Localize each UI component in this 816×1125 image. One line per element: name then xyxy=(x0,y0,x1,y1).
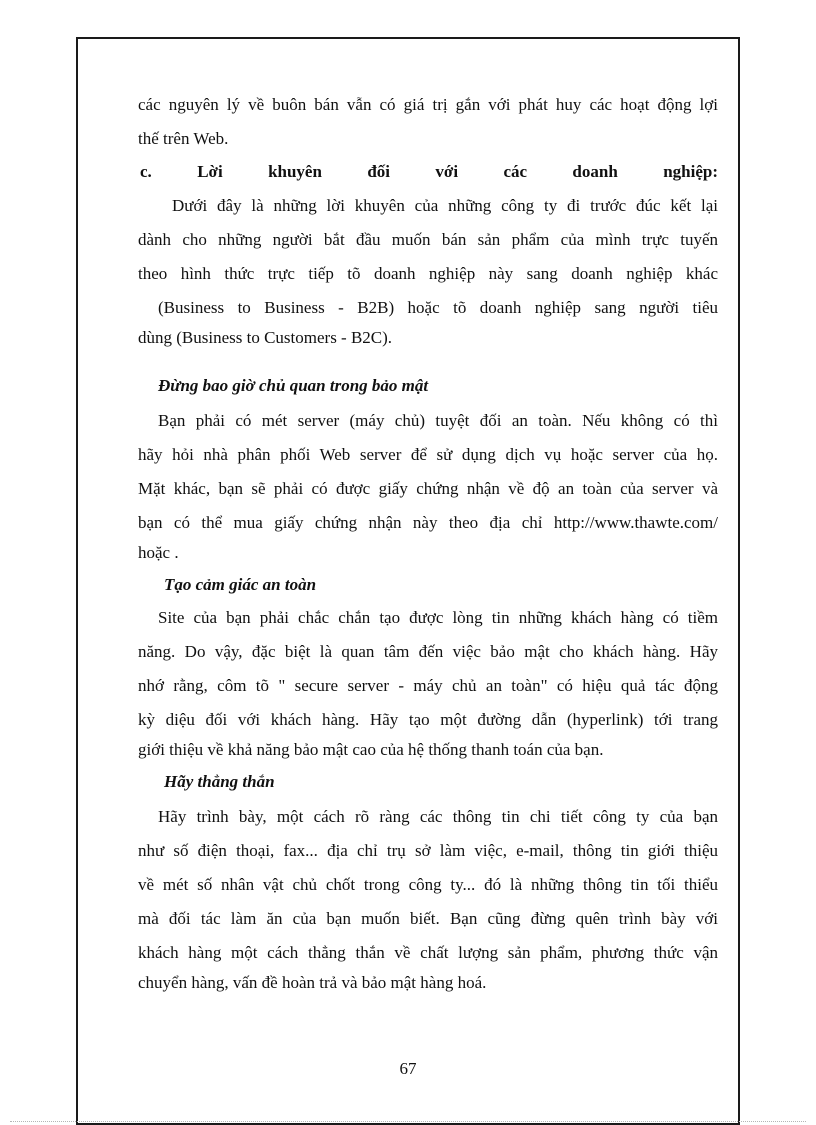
tip2-line-5: giới thiệu về khả năng bảo mật cao của hệ thống thanh toán của bạn. xyxy=(138,740,604,759)
section-c-word: doanh xyxy=(572,162,618,181)
section-c-heading xyxy=(140,161,718,183)
intro-line-1: các nguyên lý về buôn bán vẫn có giá trị gắn với phát huy các hoạt động lợi xyxy=(138,95,718,114)
tip1-line-3: Mặt khác, bạn sẽ phải có được giấy chứng nhận về độ an toàn của server và xyxy=(138,479,718,498)
tip3-line-2: như số điện thoại, fax... địa chỉ trụ sở làm việc, e-mail, thông tin giới thiệu xyxy=(138,841,718,860)
intro-line-2: thế trên Web. xyxy=(138,129,229,148)
tip1-line-5: hoặc . xyxy=(138,543,179,562)
section-c-word: với xyxy=(435,162,459,181)
tip2-line-4: kỳ diệu đối với khách hàng. Hãy tạo một đường dẫn (hyperlink) tới trang xyxy=(138,710,718,729)
tip1-line-1: Bạn phải có mét server (máy chủ) tuyệt đối an toàn. Nếu không có thì xyxy=(158,411,718,430)
section-c-marker: c. xyxy=(140,162,152,181)
tip3-heading: Hãy thẳng thắn xyxy=(164,772,275,791)
tip3-line-5: khách hàng một cách thẳng thắn về chất lượng sản phẩm, phương thức vận xyxy=(138,943,718,962)
section-c-line-4: (Business to Business - B2B) hoặc tõ doanh nghiệp sang người tiêu xyxy=(158,298,718,317)
dotted-divider xyxy=(10,1121,806,1122)
section-c-word: đối xyxy=(367,162,391,181)
tip2-line-3: nhớ rằng, côm tõ " secure server - máy chủ an toàn" có hiệu quả tác động xyxy=(138,676,718,695)
section-c-word: khuyên xyxy=(268,162,322,181)
tip3-line-4: mà đối tác làm ăn của bạn muốn biết. Bạn cũng đừng quên trình bày với xyxy=(138,909,718,928)
tip1-line-4: bạn có thể mua giấy chứng nhận này theo địa chỉ http://www.thawte.com/ xyxy=(138,513,718,532)
section-c-word: nghiệp: xyxy=(663,162,718,181)
tip3-line-1: Hãy trình bày, một cách rõ ràng các thông tin chi tiết công ty của bạn xyxy=(158,807,718,826)
tip3-line-6: chuyển hàng, vấn đề hoàn trả và bảo mật hàng hoá. xyxy=(138,973,487,992)
tip3-line-3: về mét số nhân vật chủ chốt trong công ty... đó là những thông tin tối thiểu xyxy=(138,875,718,894)
tip1-heading: Đừng bao giờ chủ quan trong bảo mật xyxy=(158,376,429,395)
page-number: 67 xyxy=(399,1059,417,1078)
section-c-line-3: theo hình thức trực tiếp tõ doanh nghiệp này sang doanh nghiệp khác xyxy=(138,264,718,283)
section-c-line-1: Dưới đây là những lời khuyên của những công ty đi trước đúc kết lại xyxy=(172,196,718,215)
section-c-line-2: dành cho những người bắt đầu muốn bán sản phẩm của mình trực tuyến xyxy=(138,230,718,249)
tip2-line-1: Site của bạn phải chắc chắn tạo được lòng tin những khách hàng có tiềm xyxy=(158,608,718,627)
tip1-line-2: hãy hỏi nhà phân phối Web server để sử dụng dịch vụ hoặc server của họ. xyxy=(138,445,718,464)
section-c-line-5: dùng (Business to Customers - B2C). xyxy=(138,328,393,347)
section-c-word: các xyxy=(503,162,528,181)
section-c-word: Lời xyxy=(197,162,223,181)
tip2-heading: Tạo cảm giác an toàn xyxy=(164,575,317,594)
tip2-line-2: năng. Do vậy, đặc biệt là quan tâm đến việc bảo mật cho khách hàng. Hãy xyxy=(138,642,718,661)
